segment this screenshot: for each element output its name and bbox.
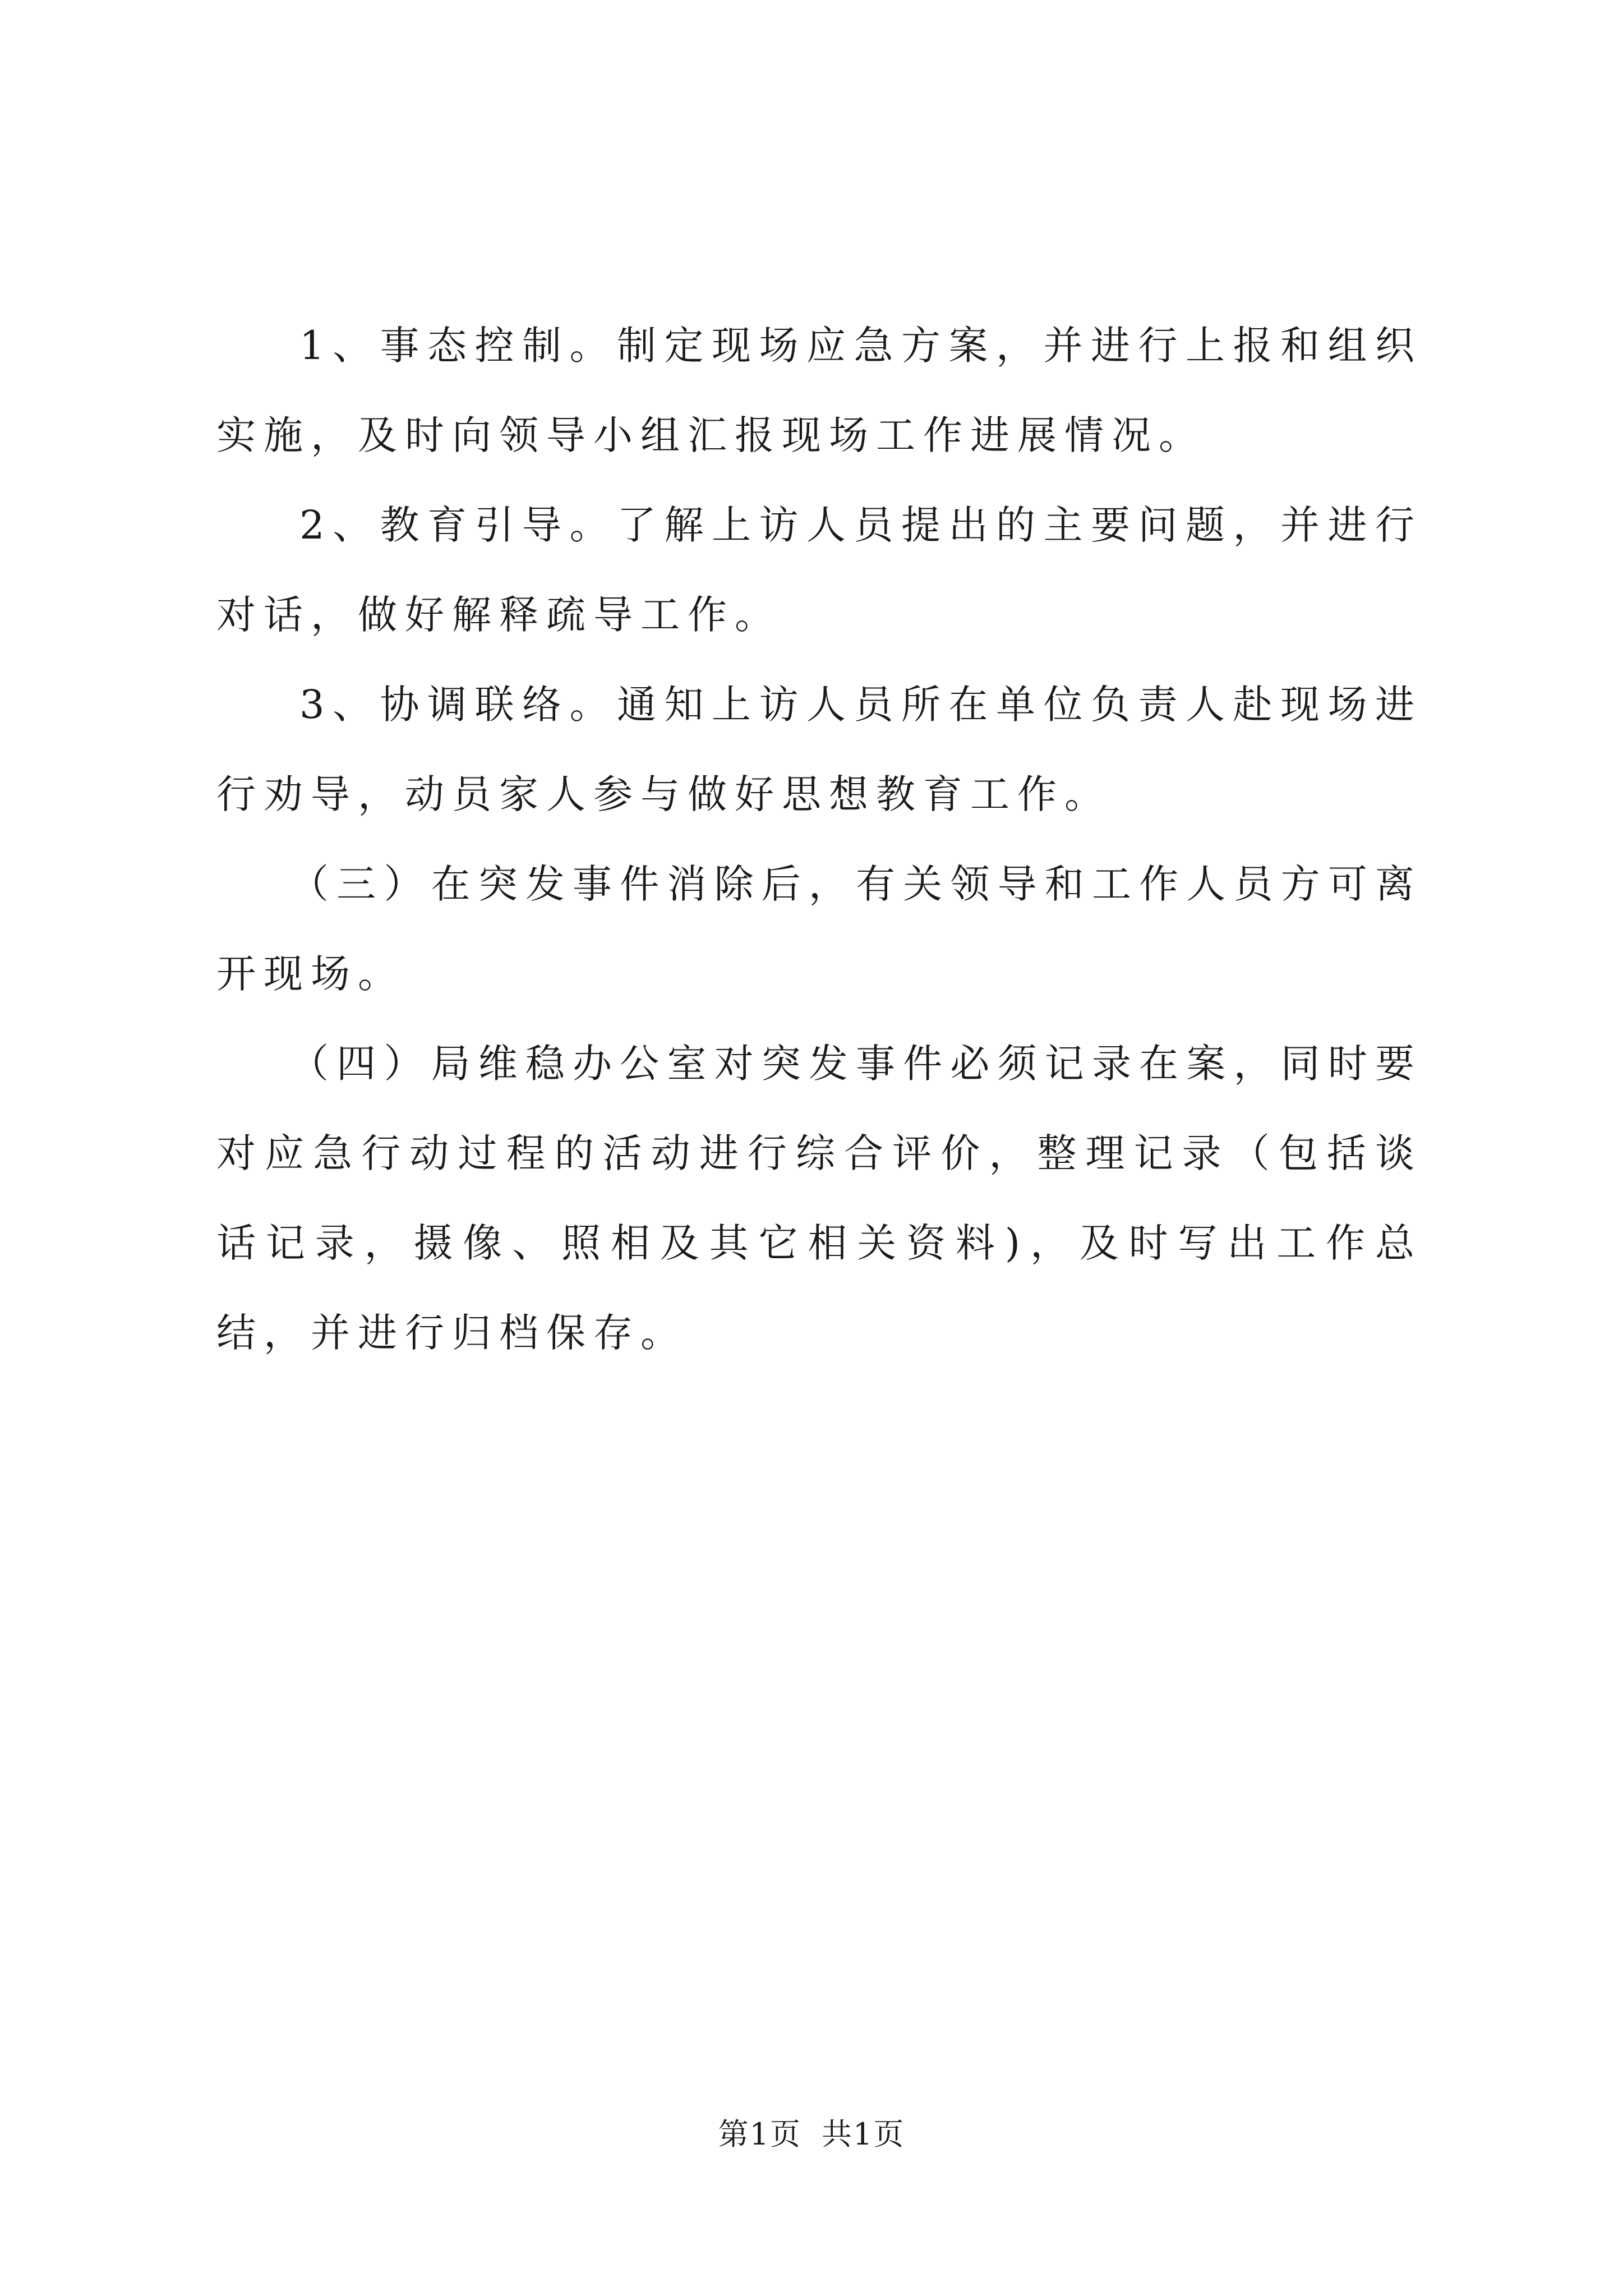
paragraph-section-3: （三）在突发事件消除后，有关领导和工作人员方可离开现场。 xyxy=(216,861,1422,997)
paragraph-item-1: 1、事态控制。制定现场应急方案，并进行上报和组织实施，及时向领导小组汇报现场工作进展情况。 xyxy=(216,323,1422,458)
paragraph-item-2: 2、教育引导。了解上访人员提出的主要问题，并进行对话，做好解释疏导工作。 xyxy=(216,502,1422,638)
paragraph-section-4: （四）局维稳办公室对突发事件必须记录在案，同时要对应急行动过程的活动进行综合评价，整理记录（包括谈话记录，摄像、照相及其它相关资料)，及时写出工作总结，并进行归档保存。 xyxy=(216,1041,1422,1356)
page-number: 第1页 xyxy=(718,2116,801,2152)
page-total: 共1页 xyxy=(822,2116,905,2152)
document-body xyxy=(216,301,1422,1378)
paragraph-item-3: 3、协调联络。通知上访人员所在单位负责人赴现场进行劝导，动员家人参与做好思想教育工作。 xyxy=(216,682,1422,817)
page-footer xyxy=(0,2115,1623,2154)
